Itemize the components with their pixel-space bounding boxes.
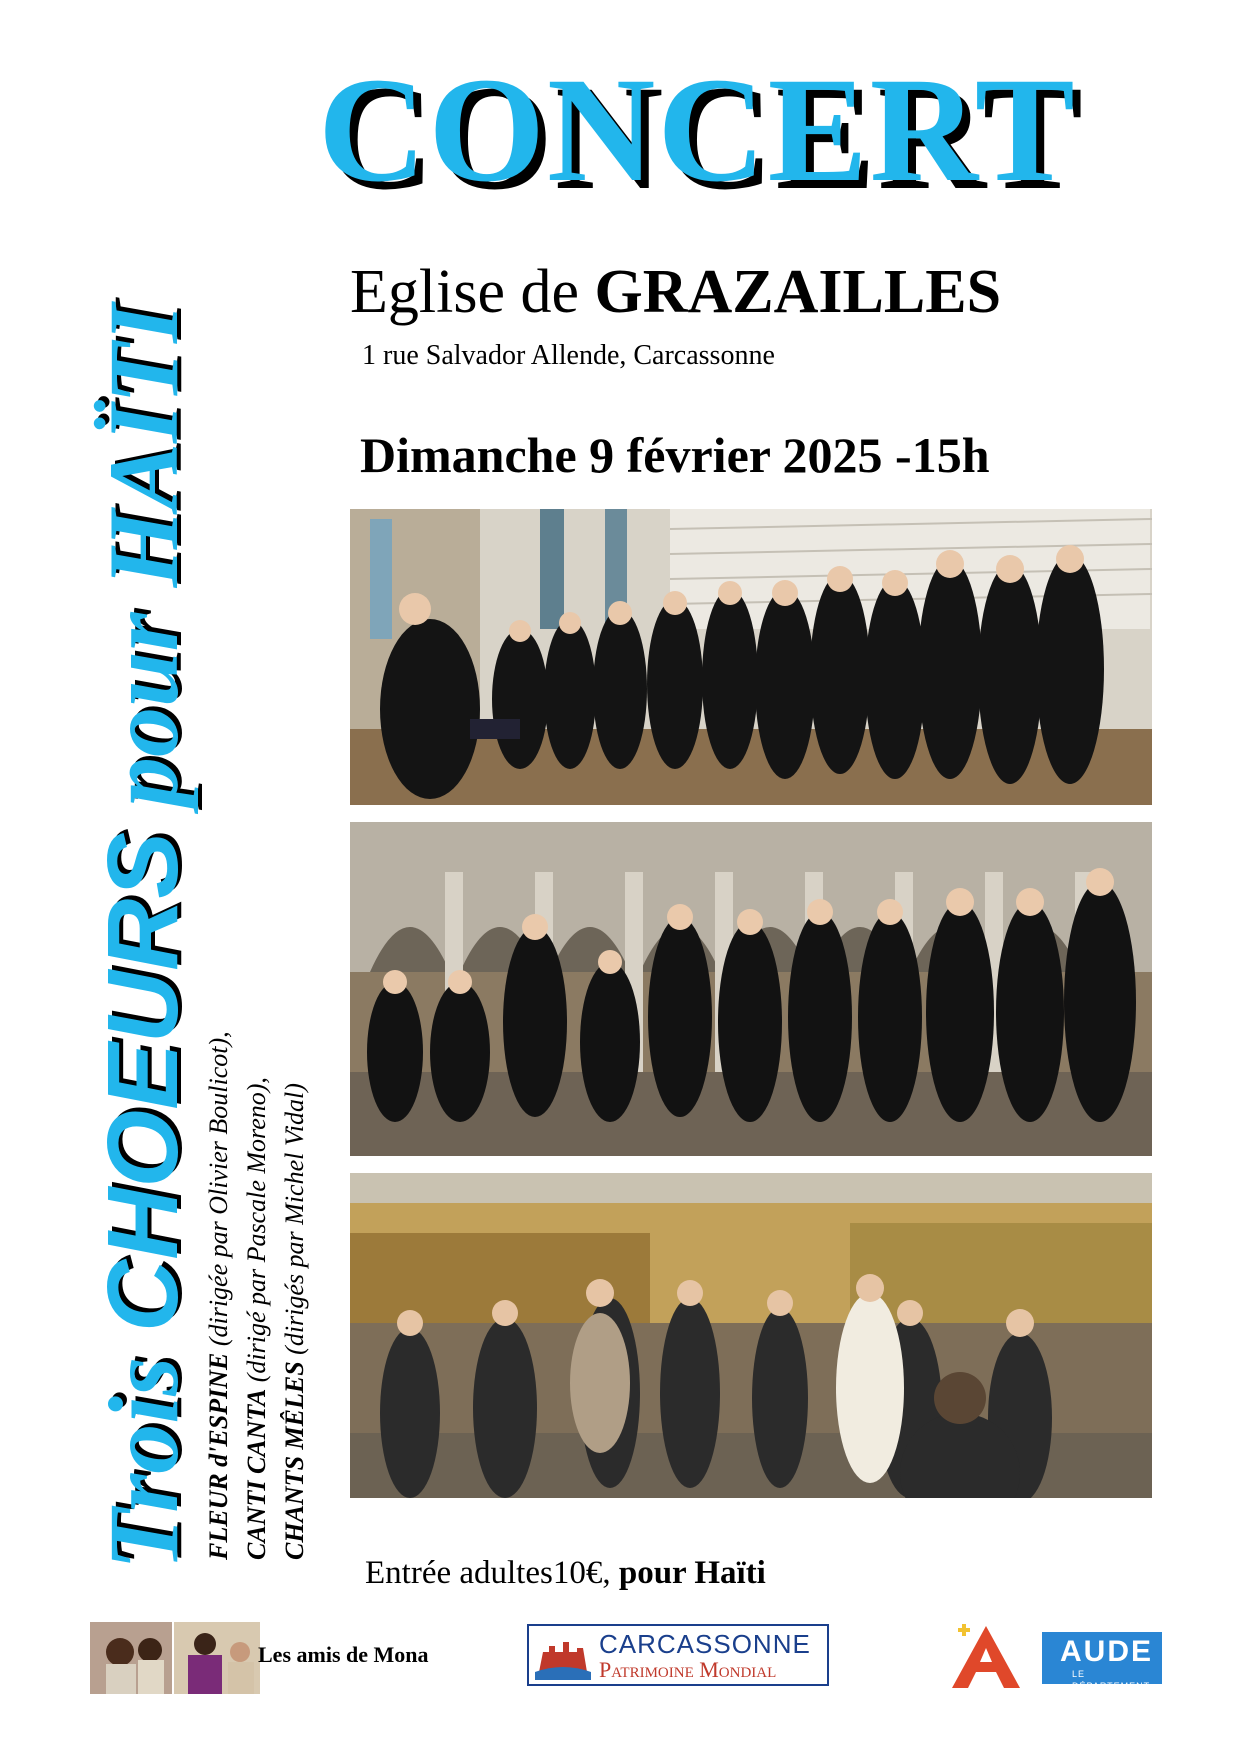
side-title-choeurs: CHOEURS [87, 831, 199, 1332]
aude-emblem-icon [950, 1622, 1024, 1692]
admission-price [365, 1550, 965, 1596]
carcassonne-subtitle: Patrimoine Mondial [599, 1657, 777, 1682]
aude-subtitle: LE DÉPARTEMENT [1072, 1669, 1151, 1691]
choir-line [240, 1077, 274, 1560]
side-title-part1: Trois [88, 1332, 199, 1570]
photo-choir-church [350, 509, 1152, 805]
carcassonne-name: CARCASSONNE [599, 1629, 811, 1659]
aude-logo [950, 1622, 1170, 1694]
choir-director: (dirigée par Olivier Boulicot), [204, 1031, 233, 1353]
choir-line [202, 1031, 236, 1560]
photo-choir-outdoors [350, 1173, 1152, 1498]
venue-prefix: Eglise de [350, 258, 595, 326]
concert-date: Dimanche 9 février 2025 -15h [360, 427, 990, 483]
choir-director: (dirigés par Michel Vidal) [280, 1083, 309, 1362]
side-title-part3: pour HAÏTI [88, 304, 199, 832]
choir-name: CHANTS MÊLES [280, 1361, 309, 1560]
mona-label: Les amis de Mona [258, 1642, 429, 1667]
venue-address: 1 rue Salvador Allende, Carcassonne [362, 340, 775, 371]
aude-name: AUDE [1060, 1635, 1154, 1668]
choir-director: (dirigé par Pascale Moreno), [242, 1077, 271, 1389]
photo-choir-cloister [350, 822, 1152, 1156]
aude-badge [1042, 1632, 1162, 1691]
carcassonne-logo [527, 1624, 829, 1686]
poster-title: CONCERT [318, 47, 1077, 213]
venue-line [350, 252, 1170, 332]
mona-photos-image [90, 1622, 260, 1694]
carcassonne-emblem-icon [535, 1632, 591, 1680]
mona-logo [90, 1622, 430, 1694]
choir-line [278, 1083, 312, 1560]
venue-name: GRAZAILLES [594, 258, 1002, 326]
choir-name: FLEUR d'ESPINE [204, 1352, 233, 1560]
choir-name: CANTI CANTA [242, 1388, 271, 1560]
price-bold: pour Haïti [618, 1555, 766, 1591]
side-title [88, 304, 198, 1570]
price-text: Entrée adultes10€, [365, 1555, 619, 1591]
